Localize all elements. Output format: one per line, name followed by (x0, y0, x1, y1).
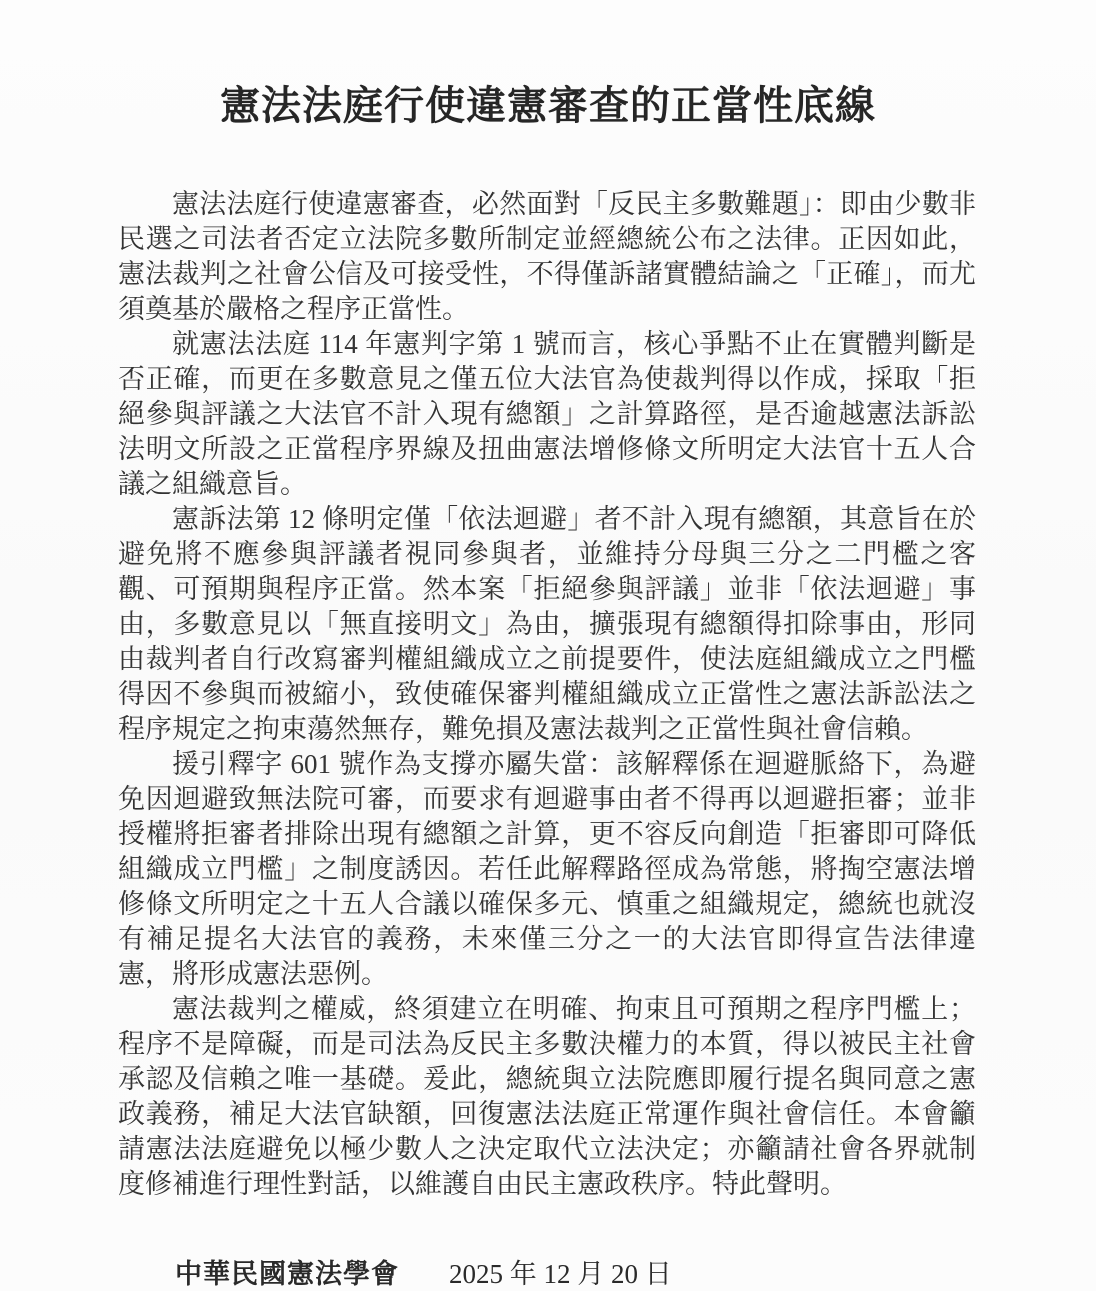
paragraph-1: 憲法法庭行使違憲審查，必然面對「反民主多數難題」：即由少數非民選之司法者否定立法院多數所制定並經總統公布之法律。正因如此，憲法裁判之社會公信及可接受性，不得僅訴諸實體結論之「正確」，而尤須奠基於嚴格之程序正當性。 (118, 189, 976, 324)
signature-organization: 中華民國憲法學會 (175, 1259, 399, 1289)
signature-date: 2025 年 12 月 20 日 (449, 1259, 672, 1289)
paragraph-5: 憲法裁判之權威，終須建立在明確、拘束且可預期之程序門檻上；程序不是障礙，而是司法為反民主多數決權力的本質，得以被民主社會承認及信賴之唯一基礎。爰此，總統與立法院應即履行提名與同意之憲政義務，補足大法官缺額，回復憲法法庭正常運作與社會信任。本會籲請憲法法庭避免以極少數人之決定取代立法決定；亦籲請社會各界就制度修補進行理性對話，以維護自由民主憲政秩序。特此聲明。 (118, 994, 976, 1199)
document-body (118, 187, 976, 1202)
signature-block (175, 1252, 1096, 1291)
paragraph-3: 憲訴法第 12 條明定僅「依法迴避」者不計入現有總額，其意旨在於避免將不應參與評議者視同參與者，並維持分母與三分之二門檻之客觀、可預期與程序正當。然本案「拒絕參與評議」並非「依法迴避」事由，多數意見以「無直接明文」為由，擴張現有總額得扣除事由，形同由裁判者自行改寫審判權組織成立之前提要件，使法庭組織成立之門檻得因不參與而被縮小，致使確保審判權組織成立正當性之憲法訴訟法之程序規定之拘束蕩然無存，難免損及憲法裁判之正當性與社會信賴。 (118, 504, 976, 744)
paragraph-4: 援引釋字 601 號作為支撐亦屬失當：該解釋係在迴避脈絡下，為避免因迴避致無法院可審，而要求有迴避事由者不得再以迴避拒審；並非授權將拒審者排除出現有總額之計算，更不容反向創造「拒審即可降低組織成立門檻」之制度誘因。若任此解釋路徑成為常態，將掏空憲法增修條文所明定之十五人合議以確保多元、慎重之組織規定，總統也就沒有補足提名大法官的義務，未來僅三分之一的大法官即得宣告法律違憲，將形成憲法惡例。 (118, 749, 976, 989)
document-title: 憲法法庭行使違憲審查的正當性底線 (220, 83, 876, 128)
paragraph-2: 就憲法法庭 114 年憲判字第 1 號而言，核心爭點不止在實體判斷是否正確，而更在多數意見之僅五位大法官為使裁判得以作成，採取「拒絕參與評議之大法官不計入現有總額」之計算路徑，是否逾越憲法訴訟法明文所設之正當程序界線及扭曲憲法增修條文所明定大法官十五人合議之組織意旨。 (118, 329, 976, 499)
